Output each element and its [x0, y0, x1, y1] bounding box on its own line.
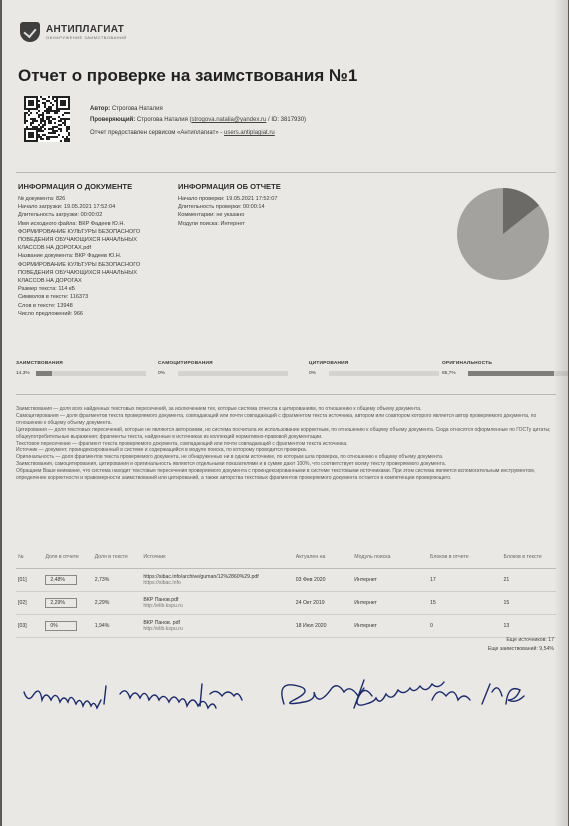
metric-bar — [329, 371, 439, 376]
sources-table — [16, 546, 556, 638]
metric-label: ЦИТИРОВАНИЯ — [309, 361, 349, 366]
source-cell — [141, 569, 293, 592]
search-module: Интернет — [352, 615, 428, 638]
document-info-line: ФОРМИРОВАНИЕ КУЛЬТУРЫ БЕЗОПАСНОГО — [18, 261, 141, 268]
share-in-text: 2,73% — [93, 569, 142, 592]
divider — [16, 394, 556, 395]
definition-paragraph: Самоцитирования — доля фрагментов текста проверяемого документа, совпадающий или почти совпадающий с фрагментом текста источника, автором или соавтором которого является автор проверяемого документа, по отношению к общему объему документа. — [16, 412, 537, 426]
source-link[interactable]: ВКР Панов. pdf — [143, 620, 180, 626]
document-info-line: ПОВЕДЕНИЯ ОБУЧАЮЩИХСЯ НАЧАЛЬНЫХ — [18, 237, 137, 244]
document-info-line: Размер текста: 114 кБ — [18, 286, 76, 293]
table-row — [16, 569, 556, 592]
document-info-heading: ИНФОРМАЦИЯ О ДОКУМЕНТЕ — [18, 182, 133, 191]
service-link[interactable]: users.antiplagiat.ru — [224, 130, 275, 136]
report-page — [2, 0, 568, 826]
row-number: [03] — [16, 615, 43, 638]
blocks-in-report: 17 — [428, 569, 502, 592]
qr-code — [24, 96, 70, 142]
report-meta — [90, 104, 306, 139]
metric-3 — [442, 361, 493, 376]
column-header: Блоков в отчете — [428, 546, 502, 569]
report-title: Отчет о проверке на заимствования №1 — [18, 66, 358, 85]
metric-value: 0% — [158, 371, 165, 376]
metric-value: 0% — [309, 371, 316, 376]
column-header: Доля в тексте — [93, 546, 142, 569]
blocks-in-report: 0 — [428, 615, 502, 638]
share-in-report — [43, 569, 92, 592]
blocks-in-text: 13 — [502, 615, 556, 638]
antiplagiat-logo — [20, 22, 127, 42]
source-domain: http://elib.kspu.ru — [143, 603, 183, 609]
definition-paragraph: Цитирования — доля текстовых пересечений, которые не являются авторскими, но система посчитала их использование корректным, по отношению к общему объему документа. Сюда относятся оформленные по ГОСТу цитаты; общеупотребительные выражения; фрагменты текста, найденные в источниках из коллекций нормативно-правовой документации. — [16, 426, 551, 440]
metric-bar-fill — [36, 371, 52, 376]
document-info-line: КЛАССОВ НА ДОРОГАХ.pdf — [18, 245, 91, 252]
report-info — [178, 182, 328, 228]
definition-paragraph: Обращаем Ваше внимание, что система находит текстовые пересечения проверяемого документа с проиндексированными в системе текстовыми источниками. При этом система является вспомогательным инструментом, определение корректности и правомерности заимствований или цитирований, а также авторства текстовых фрагментов проверяемого документа остается в компетенции проверяющего. — [16, 468, 536, 482]
column-header: № — [16, 546, 43, 569]
search-module: Интернет — [352, 569, 428, 592]
definition-paragraph: Заимствования, самоцитирования, цитирования и оригинальность являются отдельными показателями и в сумме дают 100%, что соответствует всему тексту проверяемого документа. — [16, 461, 447, 468]
document-info-line: Начало загрузки: 19.05.2021 17:52:04 — [18, 204, 116, 211]
metric-2 — [309, 361, 349, 376]
document-info-lines — [18, 195, 168, 318]
column-header: Источник — [141, 546, 293, 569]
search-module: Интернет — [352, 592, 428, 615]
document-info-line: Символов в тексте: 116373 — [18, 294, 89, 301]
brand-tagline: ОБНАРУЖЕНИЕ ЗАИМСТВОВАНИЙ — [46, 35, 127, 40]
metric-1 — [158, 361, 213, 376]
share-report-box: 2,48% — [45, 575, 77, 585]
table-row — [16, 615, 556, 638]
document-info — [18, 182, 168, 318]
share-in-report — [43, 592, 92, 615]
document-info-line: Число предложений: 966 — [18, 310, 84, 317]
report-info-line: Комментарии: не указано — [178, 212, 245, 219]
share-report-box: 0% — [45, 621, 77, 631]
document-info-line: № документа: 826 — [18, 196, 66, 202]
brand-name: АНТИПЛАГИАТ — [46, 24, 125, 35]
author-label: Автор: — [90, 106, 111, 112]
definition-paragraph: Источник — документ, проиндексированный в системе и содержащийся в модуле поиска, по которому проводится проверка. — [16, 447, 307, 454]
document-info-line: Название документа: ВКР Фадеев Ю.Н. — [18, 253, 122, 260]
report-info-line: Модули поиска: Интернет — [178, 220, 245, 227]
totals — [474, 636, 554, 654]
document-info-line: Слов в тексте: 13948 — [18, 302, 73, 309]
column-header: Доля в отчете — [43, 546, 92, 569]
document-info-line: Имя исходного файла: ВКР Фадеев Ю.Н. — [18, 220, 125, 227]
source-domain: http://elib.kspu.ru — [143, 626, 183, 632]
column-header: Модуль поиска — [352, 546, 428, 569]
handwritten-signature — [2, 674, 568, 724]
share-in-report — [43, 615, 92, 638]
actual-date: 18 Июл 2020 — [294, 615, 353, 638]
metric-bar — [36, 371, 146, 376]
table-row — [16, 592, 556, 615]
row-number: [02] — [16, 592, 43, 615]
source-link[interactable]: ВКР Панов.pdf — [143, 597, 179, 603]
author-value: Строгова Наталия — [111, 106, 163, 112]
actual-date: 24 Окт 2019 — [294, 592, 353, 615]
divider — [16, 172, 556, 173]
row-number: [01] — [16, 569, 43, 592]
report-info-lines — [178, 195, 328, 228]
more-borrowings: Еще заимствований: 9,54% — [487, 646, 554, 652]
column-header: Актуален на — [294, 546, 353, 569]
definition-paragraph: Текстовое пересечение — фрагмент текста проверяемого документа, совпадающий или почти совпадающий с фрагментом текста источника. — [16, 440, 348, 447]
blocks-in-report: 15 — [428, 592, 502, 615]
source-cell — [141, 592, 293, 615]
metric-label: САМОЦИТИРОВАНИЯ — [158, 361, 213, 366]
column-header: Блоков в тексте — [502, 546, 556, 569]
actual-date: 03 Фев 2020 — [294, 569, 353, 592]
service-text: Отчет предоставлен сервисом «Антиплагиат» - — [90, 130, 225, 136]
metric-value: 14,3% — [16, 371, 30, 376]
document-info-line: КЛАССОВ НА ДОРОГАХ — [18, 278, 82, 285]
metric-bar — [178, 371, 288, 376]
shield-check-icon — [20, 22, 40, 42]
report-info-line: Начало проверки: 19.05.2021 17:52:07 — [178, 196, 278, 202]
checker-value: Строгова Наталия ( — [136, 117, 192, 123]
sources-table-header — [16, 546, 556, 569]
definition-paragraph: Оригинальность — доля фрагментов текста проверяемого документа, не обнаруженных ни в одном источнике, по которым шла проверка, по отношению к общему объему документа. — [16, 454, 444, 461]
metric-label: ЗАИМСТВОВАНИЯ — [16, 361, 63, 366]
metric-bar-fill — [468, 371, 554, 376]
report-info-line: Длительность проверки: 00:00:14 — [178, 204, 265, 211]
share-in-text: 1,94% — [93, 615, 142, 638]
checker-email-link[interactable]: strogova.natalia@yandex.ru — [191, 117, 267, 123]
checker-id: / ID: 3817930) — [266, 117, 307, 123]
document-info-line: ПОВЕДЕНИЯ ОБУЧАЮЩИХСЯ НАЧАЛЬНЫХ — [18, 269, 137, 276]
share-in-text: 2,29% — [93, 592, 142, 615]
source-cell — [141, 615, 293, 638]
share-report-box: 2,29% — [45, 598, 77, 608]
source-domain: https://sibac.info — [143, 580, 181, 586]
metric-value: 85,7% — [442, 371, 456, 376]
report-info-heading: ИНФОРМАЦИЯ ОБ ОТЧЕТЕ — [178, 182, 281, 191]
metric-label: ОРИГИНАЛЬНОСТЬ — [442, 361, 493, 366]
source-link[interactable]: https://sibac.info/archive/guman/12%2860%29.pdf — [143, 574, 259, 580]
checker-label: Проверяющий: — [90, 117, 136, 123]
document-info-line: ФОРМИРОВАНИЕ КУЛЬТУРЫ БЕЗОПАСНОГО — [18, 228, 141, 235]
metric-bar — [468, 371, 568, 376]
definition-paragraph: Заимствования — доля всех найденных текстовых пересечений, за исключением тех, которые система отнесла к цитированиям, по отношению к общему объему документа. — [16, 406, 422, 412]
document-info-line: Длительность загрузки: 00:00:02 — [18, 212, 103, 219]
metric-0 — [16, 361, 63, 376]
definitions-text — [16, 406, 556, 482]
originality-pie-chart — [453, 184, 553, 284]
blocks-in-text: 21 — [502, 569, 556, 592]
more-sources: Еще источников: 17 — [506, 637, 554, 643]
blocks-in-text: 15 — [502, 592, 556, 615]
